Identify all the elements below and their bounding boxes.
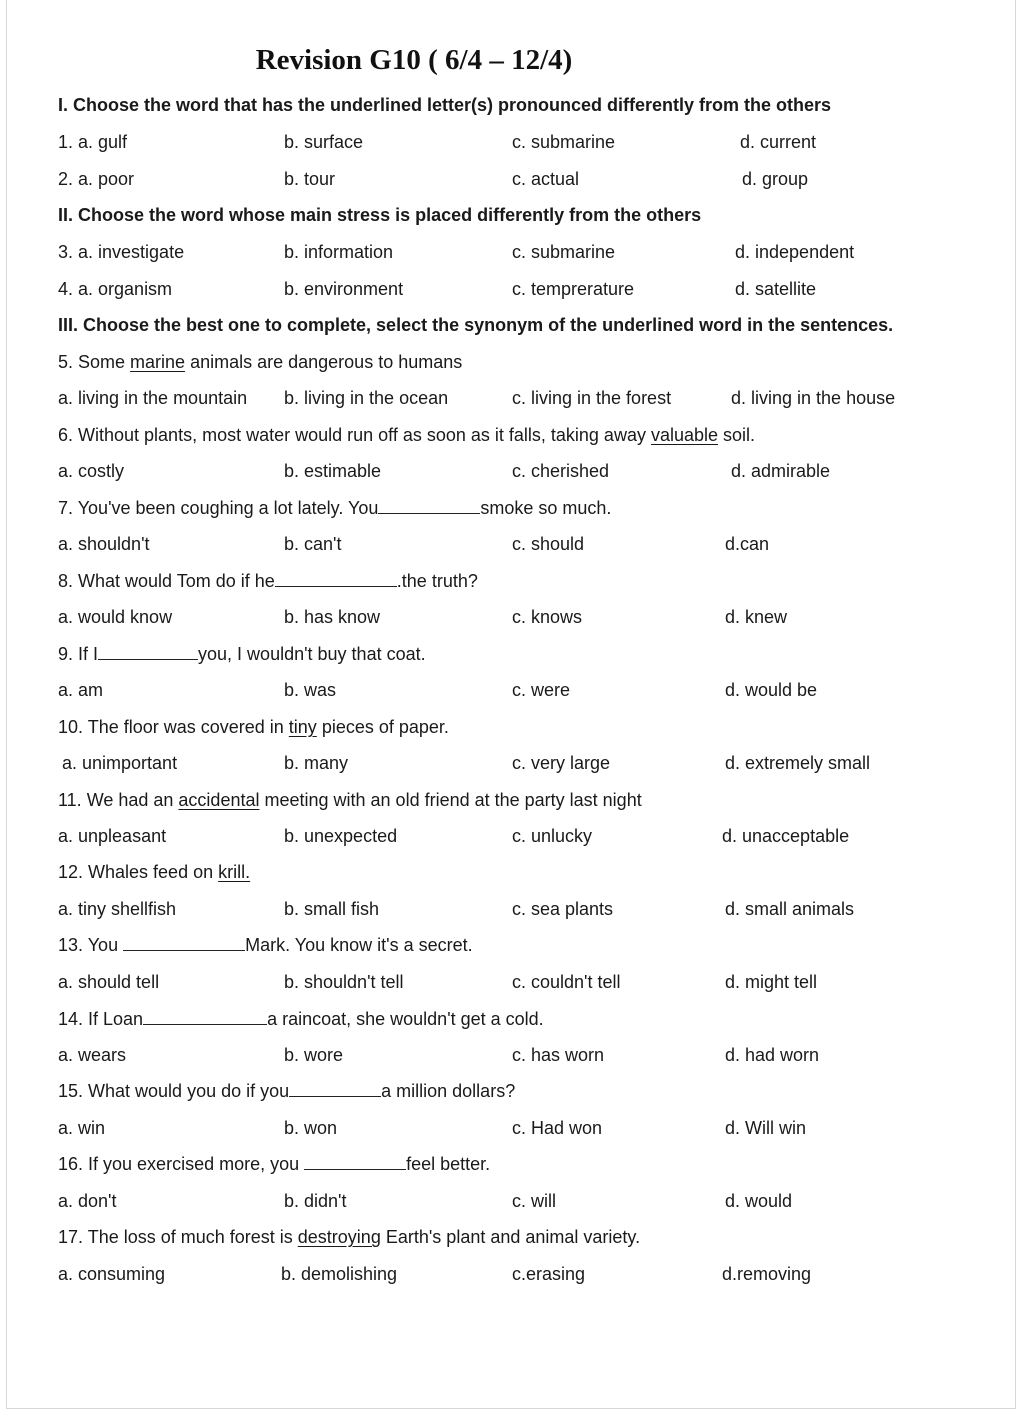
q17-option-a: a. consuming <box>58 1264 166 1284</box>
question-13-stem <box>58 935 473 956</box>
question-16-options <box>0 1191 1024 1215</box>
q13-option-a: a. should tell <box>58 972 160 992</box>
q1-option-c: c. submarine <box>512 132 616 152</box>
q16-option-d: d. would <box>725 1191 793 1211</box>
q7-option-d: d.can <box>725 534 770 554</box>
q2-option-a: 2. a. poor <box>58 169 135 189</box>
q17-stem-pre: 17. The loss of much forest is <box>58 1227 298 1247</box>
q12-stem-pre: 12. Whales feed on <box>58 862 219 882</box>
q10-option-a: a. unimportant <box>62 753 178 773</box>
q15-blank <box>289 1082 381 1097</box>
q14-blank <box>143 1010 267 1025</box>
question-10-options <box>0 753 1024 777</box>
question-12-options <box>0 899 1024 923</box>
q12-option-a: a. tiny shellfish <box>58 899 177 919</box>
q5-option-b: b. living in the ocean <box>284 388 449 408</box>
question-11-stem <box>58 790 642 811</box>
section-2-heading: II. Choose the word whose main stress is placed differently from the others <box>58 205 702 225</box>
question-6-stem <box>58 425 755 446</box>
q7-blank <box>378 499 480 514</box>
q11-option-a: a. unpleasant <box>58 826 167 846</box>
q14-stem-post: a raincoat, she wouldn't get a cold. <box>267 1009 544 1029</box>
q10-stem-pre: 10. The floor was covered in <box>58 717 289 737</box>
question-1 <box>0 132 1024 156</box>
question-4 <box>0 279 1024 303</box>
question-16-stem <box>58 1154 490 1175</box>
q17-underlined-word: destroying <box>297 1227 381 1247</box>
q5-option-a: a. living in the mountain <box>58 388 248 408</box>
q5-underlined-word: marine <box>130 352 186 372</box>
q15-option-a: a. win <box>58 1118 106 1138</box>
question-13-options <box>0 972 1024 996</box>
q1-option-a: 1. a. gulf <box>58 132 128 152</box>
q13-blank <box>123 936 245 951</box>
q17-stem-post: Earth's plant and animal variety. <box>380 1227 641 1247</box>
q13-option-c: c. couldn't tell <box>512 972 621 992</box>
q6-underlined-word: valuable <box>650 425 719 445</box>
q12-option-c: c. sea plants <box>512 899 614 919</box>
question-12-stem <box>58 862 250 883</box>
question-9-stem <box>58 644 426 665</box>
q10-stem-post: pieces of paper. <box>316 717 449 737</box>
q9-option-b: b. was <box>284 680 337 700</box>
q8-option-a: a. would know <box>58 607 173 627</box>
q1-option-b: b. surface <box>284 132 364 152</box>
q2-option-b: b. tour <box>284 169 336 189</box>
q9-stem-pre: 9. If I <box>58 644 99 664</box>
q10-option-d: d. extremely small <box>725 753 871 773</box>
question-8-stem <box>58 571 478 592</box>
q8-blank <box>275 572 397 587</box>
q9-option-c: c. were <box>512 680 571 700</box>
q1-option-d: d. current <box>740 132 817 152</box>
q8-option-b: b. has know <box>284 607 381 627</box>
q8-option-d: d. knew <box>725 607 788 627</box>
q3-option-d: d. independent <box>735 242 855 262</box>
q3-option-b: b. information <box>284 242 394 262</box>
q3-option-a: 3. a. investigate <box>58 242 185 262</box>
q15-stem-post: a million dollars? <box>381 1081 516 1101</box>
q5-option-c: c. living in the forest <box>512 388 672 408</box>
q16-stem-post: feel better. <box>406 1154 491 1174</box>
question-7-stem <box>58 498 611 519</box>
question-10-stem <box>58 717 449 738</box>
q6-option-a: a. costly <box>58 461 125 481</box>
q11-option-b: b. unexpected <box>284 826 398 846</box>
q6-option-c: c. cherished <box>512 461 610 481</box>
section-3-heading: III. Choose the best one to complete, select the synonym of the underlined word in the sentences. <box>58 315 894 335</box>
q15-stem-pre: 15. What would you do if you <box>58 1081 290 1101</box>
question-14-stem <box>58 1009 544 1030</box>
q6-stem-pre: 6. Without plants, most water would run off as soon as it falls, taking away <box>58 425 651 445</box>
q6-option-d: d. admirable <box>731 461 831 481</box>
q17-option-d: d.removing <box>722 1264 812 1284</box>
q15-option-b: b. won <box>284 1118 338 1138</box>
question-17-stem <box>58 1227 640 1248</box>
q16-option-a: a. don't <box>58 1191 117 1211</box>
q16-blank <box>304 1155 406 1170</box>
question-14-options <box>0 1045 1024 1069</box>
q14-option-a: a. wears <box>58 1045 127 1065</box>
q12-option-b: b. small fish <box>284 899 380 919</box>
q2-option-d: d. group <box>742 169 809 189</box>
q11-stem-pre: 11. We had an <box>58 790 179 810</box>
q13-stem-post: Mark. You know it's a secret. <box>245 935 473 955</box>
q3-option-c: c. submarine <box>512 242 616 262</box>
question-5-stem <box>58 352 462 373</box>
q11-option-d: d. unacceptable <box>722 826 850 846</box>
q10-option-b: b. many <box>284 753 349 773</box>
q15-option-d: d. Will win <box>725 1118 807 1138</box>
q6-option-b: b. estimable <box>284 461 382 481</box>
question-15-stem <box>58 1081 515 1102</box>
question-3 <box>0 242 1024 266</box>
q11-underlined-word: accidental <box>178 790 260 810</box>
q12-underlined-word: krill. <box>218 862 251 882</box>
q13-option-b: b. shouldn't tell <box>284 972 404 992</box>
q14-option-d: d. had worn <box>725 1045 820 1065</box>
q16-option-b: b. didn't <box>284 1191 347 1211</box>
q16-option-c: c. will <box>512 1191 556 1211</box>
question-7-options <box>0 534 1024 558</box>
q4-option-c: c. temprerature <box>512 279 635 299</box>
question-5-options <box>0 388 1024 412</box>
q9-stem-post: you, I wouldn't buy that coat. <box>198 644 426 664</box>
q4-option-b: b. environment <box>284 279 404 299</box>
q11-option-c: c. unlucky <box>512 826 593 846</box>
page-title: Revision G10 ( 6/4 – 12/4) <box>255 44 573 76</box>
q7-option-a: a. shouldn't <box>58 534 150 554</box>
q14-option-b: b. wore <box>284 1045 344 1065</box>
q5-stem-pre: 5. Some <box>58 352 131 372</box>
question-9-options <box>0 680 1024 704</box>
q2-option-c: c. actual <box>512 169 580 189</box>
q10-underlined-word: tiny <box>288 717 317 737</box>
q15-option-c: c. Had won <box>512 1118 603 1138</box>
q13-stem-pre: 13. You <box>58 935 124 955</box>
question-8-options <box>0 607 1024 631</box>
q8-option-c: c. knows <box>512 607 583 627</box>
question-2 <box>0 169 1024 193</box>
q17-option-b: b. demolishing <box>281 1264 398 1284</box>
q4-option-d: d. satellite <box>735 279 817 299</box>
q10-option-c: c. very large <box>512 753 611 773</box>
q9-option-d: d. would be <box>725 680 818 700</box>
q5-option-d: d. living in the house <box>731 388 896 408</box>
q11-stem-post: meeting with an old friend at the party last night <box>259 790 642 810</box>
q4-option-a: 4. a. organism <box>58 279 173 299</box>
q6-stem-post: soil. <box>718 425 756 445</box>
q17-option-c: c.erasing <box>512 1264 586 1284</box>
q7-option-c: c. should <box>512 534 585 554</box>
section-1-heading: I. Choose the word that has the underlined letter(s) pronounced differently from the others <box>58 95 832 115</box>
q8-stem-pre: 8. What would Tom do if he <box>58 571 275 591</box>
q7-stem-post: smoke so much. <box>480 498 612 518</box>
q9-option-a: a. am <box>58 680 104 700</box>
q14-option-c: c. has worn <box>512 1045 605 1065</box>
q12-option-d: d. small animals <box>725 899 855 919</box>
question-15-options <box>0 1118 1024 1142</box>
q14-stem-pre: 14. If Loan <box>58 1009 144 1029</box>
q16-stem-pre: 16. If you exercised more, you <box>58 1154 305 1174</box>
q7-option-b: b. can't <box>284 534 342 554</box>
question-6-options <box>0 461 1024 485</box>
q7-stem-pre: 7. You've been coughing a lot lately. You <box>58 498 379 518</box>
q13-option-d: d. might tell <box>725 972 818 992</box>
q8-stem-post: .the truth? <box>396 571 478 591</box>
question-17-options <box>0 1264 1024 1288</box>
q9-blank <box>98 645 198 660</box>
q5-stem-post: animals are dangerous to humans <box>185 352 463 372</box>
question-11-options <box>0 826 1024 850</box>
